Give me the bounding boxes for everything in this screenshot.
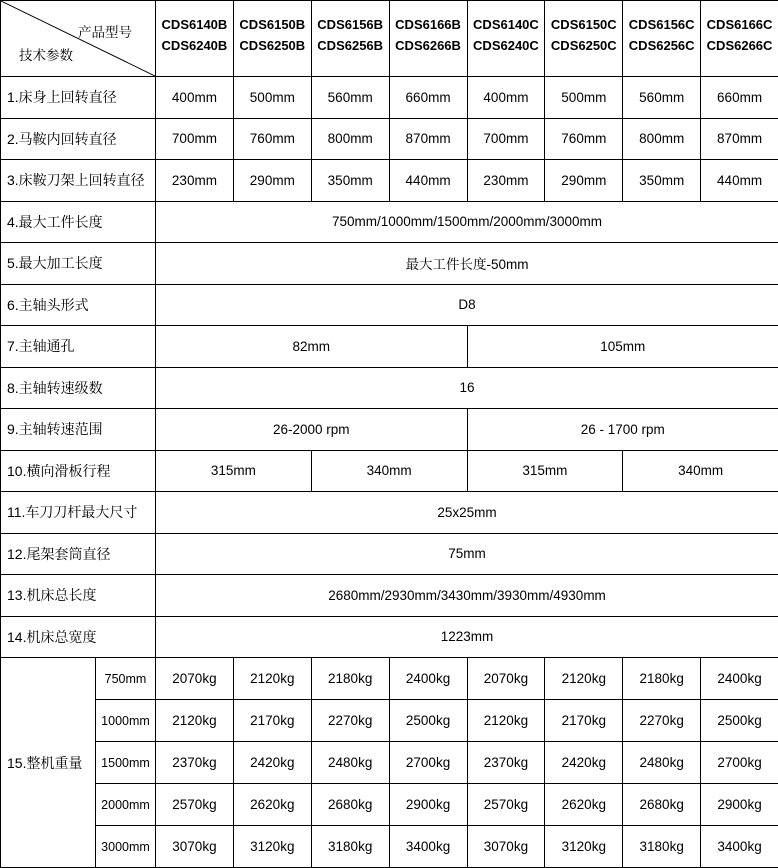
model-line-1: CDS6166C: [701, 14, 778, 35]
weight-length-cell: 750mm: [96, 658, 156, 700]
spec-row-label: 4.最大工件长度: [1, 201, 156, 243]
weight-value-cell: 2370kg: [467, 742, 545, 784]
model-line-2: CDS6250B: [234, 35, 311, 56]
spec-row-label: 11.车刀刀杆最大尺寸: [1, 492, 156, 534]
weight-value-cell: 2070kg: [156, 658, 234, 700]
spec-row-label: 3.床鞍刀架上回转直径: [1, 160, 156, 202]
spec-value-cell: 350mm: [311, 160, 389, 202]
weight-row: [1, 826, 778, 868]
model-line-1: CDS6166B: [390, 14, 467, 35]
spec-row: [1, 118, 778, 160]
weight-value-cell: 2900kg: [701, 784, 778, 826]
weight-value-cell: 2120kg: [467, 700, 545, 742]
weight-value-cell: 2500kg: [389, 700, 467, 742]
weight-value-cell: 3180kg: [311, 826, 389, 868]
spec-value-cell: 290mm: [233, 160, 311, 202]
spec-value-cell: 400mm: [467, 77, 545, 119]
model-line-1: CDS6150B: [234, 14, 311, 35]
spec-value-cell: 560mm: [623, 77, 701, 119]
spec-value-cell: 230mm: [156, 160, 234, 202]
spec-row: [1, 409, 778, 451]
spec-row-label: 13.机床总长度: [1, 575, 156, 617]
spec-value-cell: 340mm: [623, 450, 778, 492]
model-header-cell: [701, 1, 778, 77]
spec-value-cell: 230mm: [467, 160, 545, 202]
spec-value-cell: 350mm: [623, 160, 701, 202]
weight-value-cell: 2700kg: [701, 742, 778, 784]
spec-value-cell: 440mm: [389, 160, 467, 202]
weight-section-label: 15.整机重量: [1, 658, 96, 868]
weight-value-cell: 3120kg: [545, 826, 623, 868]
model-line-1: CDS6140C: [468, 14, 545, 35]
header-corner-cell: [1, 1, 156, 77]
weight-length-cell: 3000mm: [96, 826, 156, 868]
weight-value-cell: 2180kg: [623, 658, 701, 700]
weight-row: [1, 700, 778, 742]
weight-value-cell: 2480kg: [311, 742, 389, 784]
spec-value-cell: 75mm: [156, 533, 778, 575]
weight-value-cell: 2570kg: [467, 784, 545, 826]
spec-row: [1, 160, 778, 202]
spec-value-cell: 700mm: [156, 118, 234, 160]
model-line-1: CDS6140B: [156, 14, 233, 35]
spec-row: [1, 201, 778, 243]
model-line-2: CDS6266C: [701, 35, 778, 56]
weight-value-cell: 3070kg: [156, 826, 234, 868]
weight-value-cell: 2620kg: [545, 784, 623, 826]
weight-value-cell: 3400kg: [701, 826, 778, 868]
spec-value-cell: 440mm: [701, 160, 778, 202]
weight-value-cell: 2170kg: [545, 700, 623, 742]
weight-value-cell: 2500kg: [701, 700, 778, 742]
weight-value-cell: 3120kg: [233, 826, 311, 868]
weight-value-cell: 2170kg: [233, 700, 311, 742]
spec-row: [1, 284, 778, 326]
spec-row-label: 9.主轴转速范围: [1, 409, 156, 451]
model-line-2: CDS6250C: [545, 35, 622, 56]
spec-value-cell: 500mm: [545, 77, 623, 119]
spec-row-label: 2.马鞍内回转直径: [1, 118, 156, 160]
model-header-cell: [389, 1, 467, 77]
spec-value-cell: 800mm: [623, 118, 701, 160]
model-header-cell: [467, 1, 545, 77]
weight-value-cell: 2400kg: [389, 658, 467, 700]
spec-row-label: 1.床身上回转直径: [1, 77, 156, 119]
spec-value-cell: 870mm: [389, 118, 467, 160]
model-line-1: CDS6156B: [312, 14, 389, 35]
spec-value-cell: 560mm: [311, 77, 389, 119]
spec-row: [1, 77, 778, 119]
weight-value-cell: 2270kg: [311, 700, 389, 742]
spec-value-cell: 870mm: [701, 118, 778, 160]
spec-row: [1, 450, 778, 492]
spec-value-cell: 760mm: [545, 118, 623, 160]
spec-value-cell: 16: [156, 367, 778, 409]
spec-row-label: 14.机床总宽度: [1, 616, 156, 658]
spec-value-cell: 82mm: [156, 326, 468, 368]
spec-row: [1, 326, 778, 368]
spec-value-cell: 1223mm: [156, 616, 778, 658]
spec-value-cell: 340mm: [311, 450, 467, 492]
spec-row: [1, 575, 778, 617]
spec-value-cell: 800mm: [311, 118, 389, 160]
weight-value-cell: 2680kg: [311, 784, 389, 826]
spec-value-cell: 660mm: [389, 77, 467, 119]
spec-value-cell: 400mm: [156, 77, 234, 119]
spec-row-label: 7.主轴通孔: [1, 326, 156, 368]
weight-value-cell: 2270kg: [623, 700, 701, 742]
weight-value-cell: 3070kg: [467, 826, 545, 868]
spec-value-cell: 最大工件长度-50mm: [156, 243, 778, 285]
weight-value-cell: 2180kg: [311, 658, 389, 700]
weight-length-cell: 1000mm: [96, 700, 156, 742]
weight-value-cell: 2420kg: [233, 742, 311, 784]
weight-value-cell: 2700kg: [389, 742, 467, 784]
weight-length-cell: 1500mm: [96, 742, 156, 784]
weight-value-cell: 2620kg: [233, 784, 311, 826]
spec-value-cell: D8: [156, 284, 778, 326]
model-line-2: CDS6256B: [312, 35, 389, 56]
weight-value-cell: 2120kg: [156, 700, 234, 742]
spec-value-cell: 750mm/1000mm/1500mm/2000mm/3000mm: [156, 201, 778, 243]
model-header-cell: [623, 1, 701, 77]
spec-row: [1, 616, 778, 658]
weight-value-cell: 2420kg: [545, 742, 623, 784]
model-header-cell: [233, 1, 311, 77]
model-line-2: CDS6266B: [390, 35, 467, 56]
weight-value-cell: 2480kg: [623, 742, 701, 784]
weight-row: [1, 784, 778, 826]
model-line-1: CDS6156C: [623, 14, 700, 35]
weight-value-cell: 2120kg: [545, 658, 623, 700]
spec-row-label: 6.主轴头形式: [1, 284, 156, 326]
weight-value-cell: 2400kg: [701, 658, 778, 700]
spec-value-cell: 500mm: [233, 77, 311, 119]
spec-value-cell: 2680mm/2930mm/3430mm/3930mm/4930mm: [156, 575, 778, 617]
spec-value-cell: 660mm: [701, 77, 778, 119]
model-header-cell: [311, 1, 389, 77]
weight-value-cell: 2680kg: [623, 784, 701, 826]
header-row: [1, 1, 778, 77]
weight-row: [1, 742, 778, 784]
weight-value-cell: 3400kg: [389, 826, 467, 868]
spec-value-cell: 315mm: [156, 450, 312, 492]
spec-row-label: 8.主轴转速级数: [1, 367, 156, 409]
model-line-2: CDS6240B: [156, 35, 233, 56]
spec-value-cell: 700mm: [467, 118, 545, 160]
weight-length-cell: 2000mm: [96, 784, 156, 826]
weight-value-cell: 2570kg: [156, 784, 234, 826]
model-line-2: CDS6256C: [623, 35, 700, 56]
spec-row: [1, 533, 778, 575]
spec-row: [1, 243, 778, 285]
weight-row: [1, 658, 778, 700]
spec-value-cell: 26 - 1700 rpm: [467, 409, 778, 451]
weight-value-cell: 3180kg: [623, 826, 701, 868]
corner-product-model-label: 产品型号: [78, 21, 132, 41]
spec-value-cell: 290mm: [545, 160, 623, 202]
corner-tech-params-label: 技术参数: [19, 44, 73, 64]
spec-value-cell: 760mm: [233, 118, 311, 160]
model-header-cell: [156, 1, 234, 77]
spec-row: [1, 492, 778, 534]
weight-value-cell: 2370kg: [156, 742, 234, 784]
spec-value-cell: 315mm: [467, 450, 623, 492]
spec-value-cell: 25x25mm: [156, 492, 778, 534]
spec-row-label: 10.横向滑板行程: [1, 450, 156, 492]
model-line-2: CDS6240C: [468, 35, 545, 56]
weight-value-cell: 2070kg: [467, 658, 545, 700]
spec-value-cell: 105mm: [467, 326, 778, 368]
model-header-cell: [545, 1, 623, 77]
spec-value-cell: 26-2000 rpm: [156, 409, 468, 451]
spec-row: [1, 367, 778, 409]
spec-row-label: 12.尾架套筒直径: [1, 533, 156, 575]
spec-row-label: 5.最大加工长度: [1, 243, 156, 285]
weight-value-cell: 2120kg: [233, 658, 311, 700]
weight-value-cell: 2900kg: [389, 784, 467, 826]
model-line-1: CDS6150C: [545, 14, 622, 35]
